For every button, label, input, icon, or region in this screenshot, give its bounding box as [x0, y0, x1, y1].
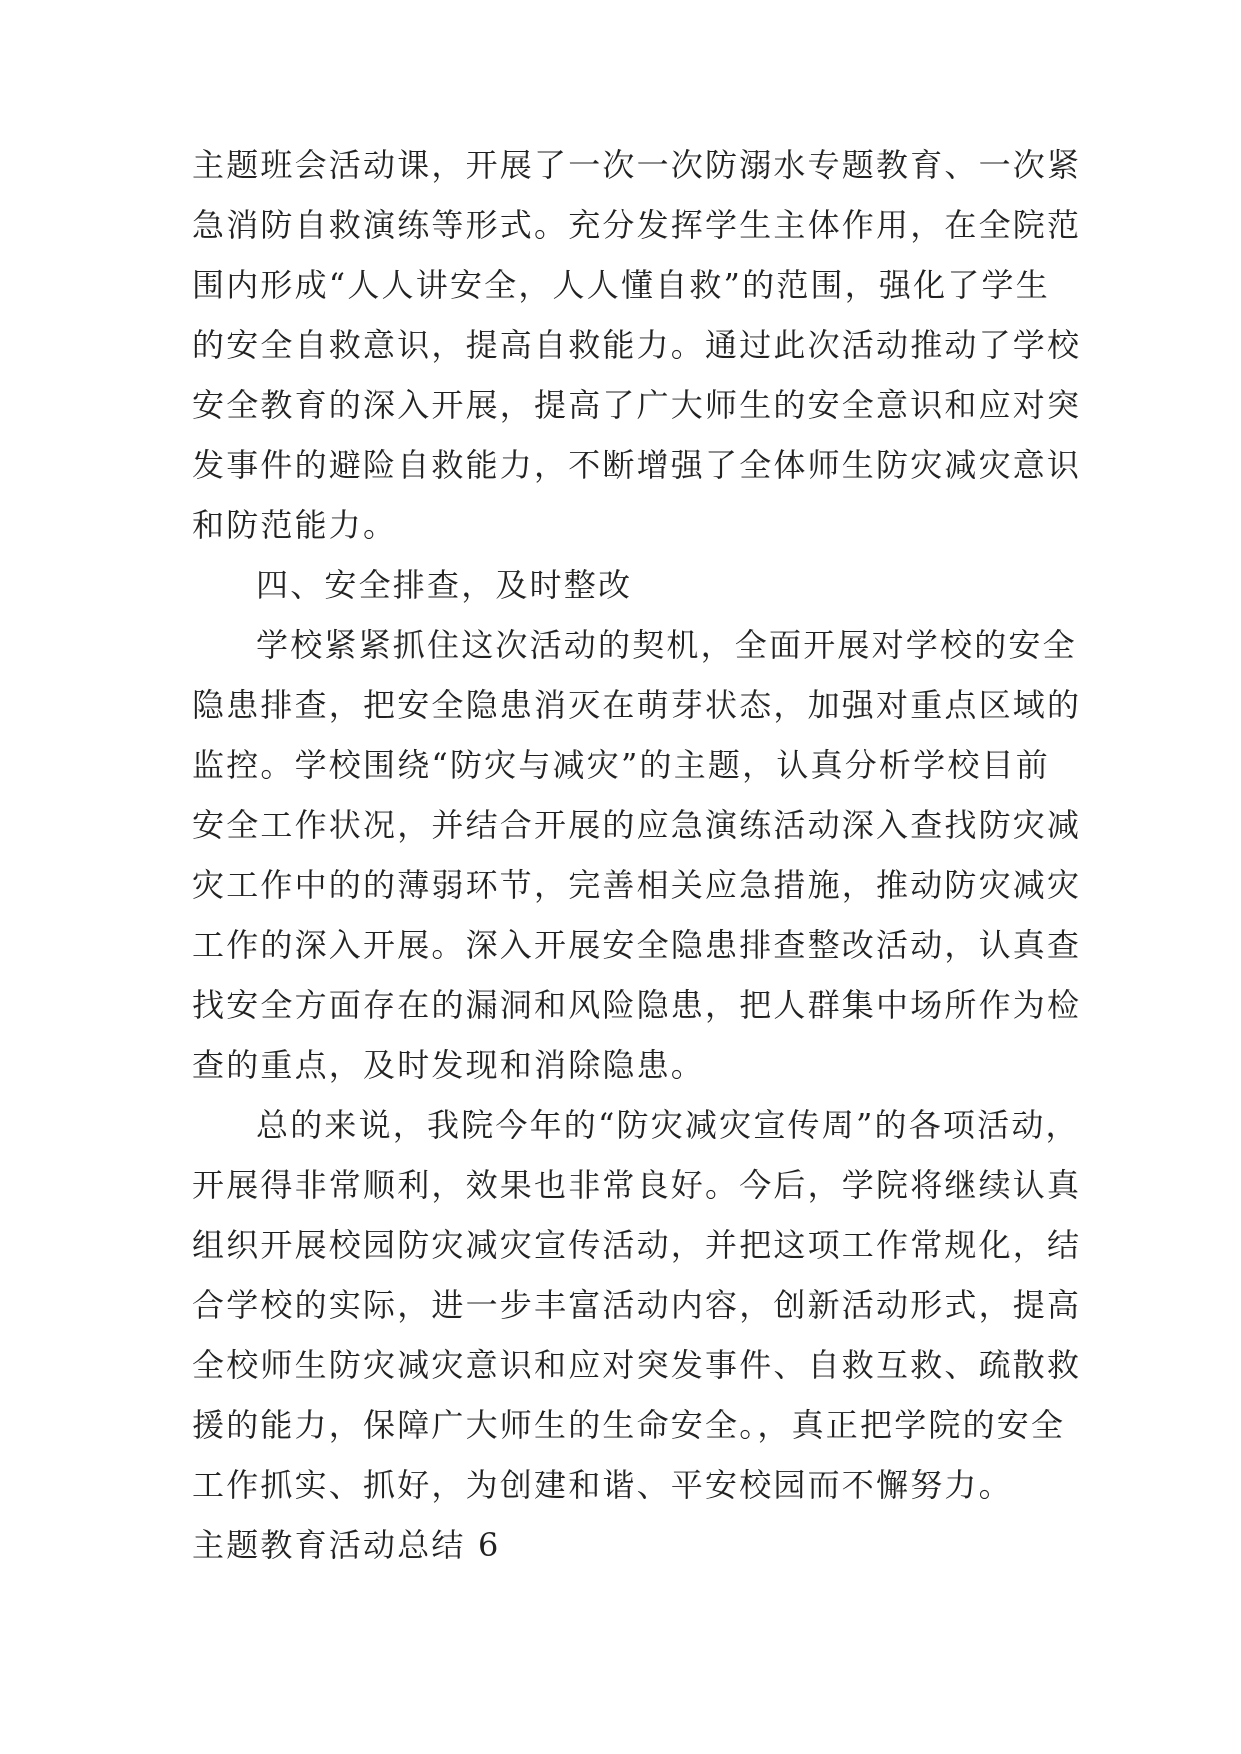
paragraph-line: 援的能力，保障广大师生的生命安全。，真正把学院的安全 — [192, 1406, 1066, 1444]
next-section-title: 主题教育活动总结 6 — [192, 1526, 501, 1564]
paragraph-line: 全校师生防灾减灾意识和应对突发事件、自救互救、疏散救 — [192, 1346, 1082, 1384]
paragraph-line: 灾工作中的的薄弱环节，完善相关应急措施，推动防灾减灾 — [192, 866, 1082, 904]
paragraph-line: 急消防自救演练等形式。充分发挥学生主体作用，在全院范 — [192, 206, 1082, 244]
paragraph-line: 安全教育的深入开展，提高了广大师生的安全意识和应对突 — [192, 386, 1082, 424]
paragraph-line: 发事件的避险自救能力，不断增强了全体师生防灾减灾意识 — [192, 446, 1082, 484]
paragraph-line: 找安全方面存在的漏洞和风险隐患，把人群集中场所作为检 — [192, 986, 1082, 1024]
paragraph-line: 总的来说，我院今年的“防灾减灾宣传周”的各项活动， — [256, 1106, 1080, 1144]
section-heading: 四、安全排查，及时整改 — [256, 566, 633, 604]
paragraph-line: 工作的深入开展。深入开展安全隐患排查整改活动，认真查 — [192, 926, 1082, 964]
paragraph-line: 围内形成“人人讲安全，人人懂自救”的范围，强化了学生 — [192, 266, 1050, 304]
paragraph-line: 的安全自救意识，提高自救能力。通过此次活动推动了学校 — [192, 326, 1082, 364]
paragraph-line: 工作抓实、抓好，为创建和谐、平安校园而不懈努力。 — [192, 1466, 1013, 1504]
paragraph-line: 主题班会活动课，开展了一次一次防溺水专题教育、一次紧 — [192, 146, 1082, 184]
paragraph-line: 查的重点，及时发现和消除隐患。 — [192, 1046, 706, 1084]
paragraph-line: 隐患排查，把安全隐患消灭在萌芽状态，加强对重点区域的 — [192, 686, 1082, 724]
paragraph-line: 安全工作状况，并结合开展的应急演练活动深入查找防灾减 — [192, 806, 1082, 844]
paragraph-line: 合学校的实际，进一步丰富活动内容，创新活动形式，提高 — [192, 1286, 1082, 1324]
paragraph-line: 学校紧紧抓住这次活动的契机，全面开展对学校的安全 — [256, 626, 1077, 664]
paragraph-line: 监控。学校围绕“防灾与减灾”的主题，认真分析学校目前 — [192, 746, 1050, 784]
paragraph-line: 组织开展校园防灾减灾宣传活动，并把这项工作常规化，结 — [192, 1226, 1082, 1264]
paragraph-line: 和防范能力。 — [192, 506, 398, 544]
paragraph-line: 开展得非常顺利，效果也非常良好。今后，学院将继续认真 — [192, 1166, 1082, 1204]
